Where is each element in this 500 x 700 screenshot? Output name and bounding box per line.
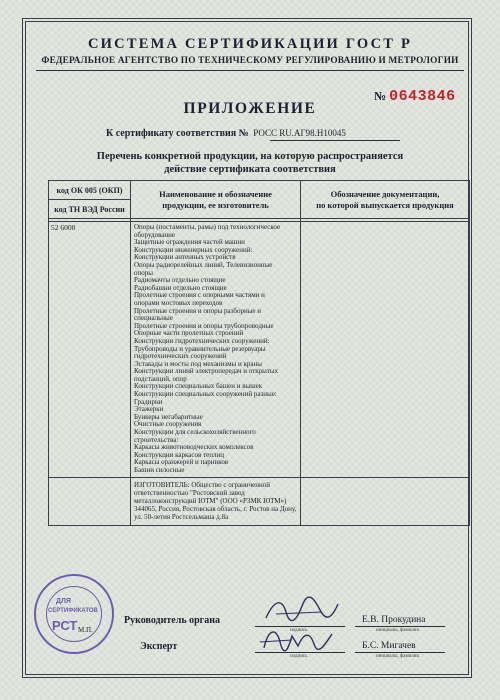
list-title-line-2: действие сертификата соответствия xyxy=(164,164,336,175)
manufacturer-info: ИЗГОТОВИТЕЛЬ: Общество с ограниченной ответственностью "Ростовский завод металлоконструкций ЮТМ" (ООО «РЗМК ЮТМ») 344065, Россия, Ростовская область, г. Ростов на Дону, ул. 50-летия Ростсельмаша д.8а xyxy=(131,477,301,525)
list-item: Бункеры негабаритные xyxy=(134,412,203,421)
head-name-caption: инициалы, фамилия xyxy=(376,628,419,633)
stamp-inner-ring xyxy=(46,586,102,642)
list-item: опорами мостовых переходов xyxy=(134,298,223,307)
expert-name-caption: инициалы, фамилия xyxy=(376,654,419,659)
list-item: строительства: xyxy=(134,435,179,444)
number-prefix: № xyxy=(374,89,387,103)
list-item: Каркасы животноводческих комплексов xyxy=(134,443,254,452)
list-item: Трубопроводы и уравнительные резервуары xyxy=(134,344,266,353)
certificate-reference xyxy=(106,128,346,139)
list-item: Конструкции специальных сооружений разные: xyxy=(134,390,277,399)
list-item: Пролетные строения и опоры разборные и xyxy=(134,306,262,315)
header-product-name xyxy=(131,181,301,219)
name-header-line-1: Наименование и обозначение xyxy=(159,188,272,199)
head-sig-caption: подпись xyxy=(290,628,308,633)
official-stamp xyxy=(34,574,114,654)
list-item: Очистные сооружения xyxy=(134,420,202,429)
list-item: опоры xyxy=(134,268,153,277)
cert-label: К сертификату соответствия № xyxy=(106,128,249,139)
list-item: подстанций, опор xyxy=(134,374,187,383)
list-item: гидротехнических сооружений xyxy=(134,352,227,361)
header-code-tn: код ТН ВЭД России xyxy=(49,200,131,219)
product-list-cell xyxy=(131,222,301,478)
list-item: специальные xyxy=(134,314,173,323)
list-item: Радиомачты отдельно стоящие xyxy=(134,276,226,285)
list-item: Конструкции гидротехнических сооружений: xyxy=(134,336,270,345)
list-item: Эстакады и мосты под механизмы и краны xyxy=(134,359,262,368)
list-item: Конструкции линий электропередач и открытых xyxy=(134,367,279,376)
list-item: Защитные ограждения частей машин xyxy=(134,238,245,247)
expert-name: Б.С. Мигачев xyxy=(362,641,416,651)
list-item: Опоры (постаменты, рамы) под технологическое xyxy=(134,223,281,231)
header-code-okp: код ОК 005 (ОКП) xyxy=(49,181,131,200)
list-item: Конструкции инженерных сооружений: xyxy=(134,245,253,254)
header-divider xyxy=(36,70,464,71)
expert-signature xyxy=(258,620,342,654)
seal-mark: М.П. xyxy=(78,626,93,634)
list-title-line-1: Перечень конкретной продукции, на которую распространяется xyxy=(96,151,404,162)
list-item: Этажерки xyxy=(134,405,164,414)
list-item: Пролетные строения с опорными частями и xyxy=(134,291,265,300)
empty-code-cell xyxy=(49,477,131,525)
empty-doc-cell xyxy=(301,477,470,525)
product-list-title xyxy=(0,150,500,176)
documentation-cell xyxy=(301,222,470,478)
list-item: Конструкции антенных устройств xyxy=(134,253,236,262)
list-item: Конструкции специальных башен и вышек xyxy=(134,382,263,391)
stamp-text-middle: СЕРТИФИКАТОВ xyxy=(48,608,98,614)
system-title: СИСТЕМА СЕРТИФИКАЦИИ ГОСТ Р xyxy=(88,36,412,52)
agency-name: ФЕДЕРАЛЬНОЕ АГЕНТСТВО ПО ТЕХНИЧЕСКОМУ РЕГУЛИРОВАНИЮ И МЕТРОЛОГИИ xyxy=(41,56,459,66)
list-item: Каркасы оранжерей и парников xyxy=(134,458,229,467)
list-item: Конструкции для сельскохозяйственного xyxy=(134,428,256,437)
cert-number-underline xyxy=(270,140,400,141)
head-label: Руководитель органа xyxy=(124,615,220,626)
doc-header-line-1: Обозначение документации, xyxy=(330,188,440,199)
appendix-title: ПРИЛОЖЕНИЕ xyxy=(183,100,317,117)
product-table xyxy=(48,180,470,526)
serial-number: 0643846 xyxy=(389,88,456,105)
list-item: Конструкции каркасов теплиц xyxy=(134,450,224,459)
head-name: Е.В. Прокудина xyxy=(362,615,426,625)
rst-logo: РСТ xyxy=(52,618,78,633)
list-item: Градирни xyxy=(134,397,163,406)
list-item: оборудование xyxy=(134,230,176,239)
list-item: Пролетные строения и опоры трубопроводные xyxy=(134,321,274,330)
list-item: Опоры радиорелейных линий, Телевизионные xyxy=(134,260,273,269)
expert-sig-caption: подпись xyxy=(290,654,308,659)
stamp-text-top: ДЛЯ xyxy=(56,598,71,605)
cert-number: РОСС RU.АГ98.Н10045 xyxy=(253,128,346,138)
header-documentation xyxy=(301,181,470,219)
list-item: Башни силосные xyxy=(134,466,185,474)
expert-name-line xyxy=(355,652,445,653)
list-item: Радиобашни отдельно стоящие xyxy=(134,283,227,292)
head-name-line xyxy=(355,626,445,627)
product-code: 52 6000 xyxy=(49,222,131,478)
doc-header-line-2: по которой выпускается продукция xyxy=(316,199,454,210)
name-header-line-2: продукции, ее изготовитель xyxy=(162,199,269,210)
expert-label: Эксперт xyxy=(140,641,178,652)
list-item: Опорные части пролетных строений xyxy=(134,329,244,338)
